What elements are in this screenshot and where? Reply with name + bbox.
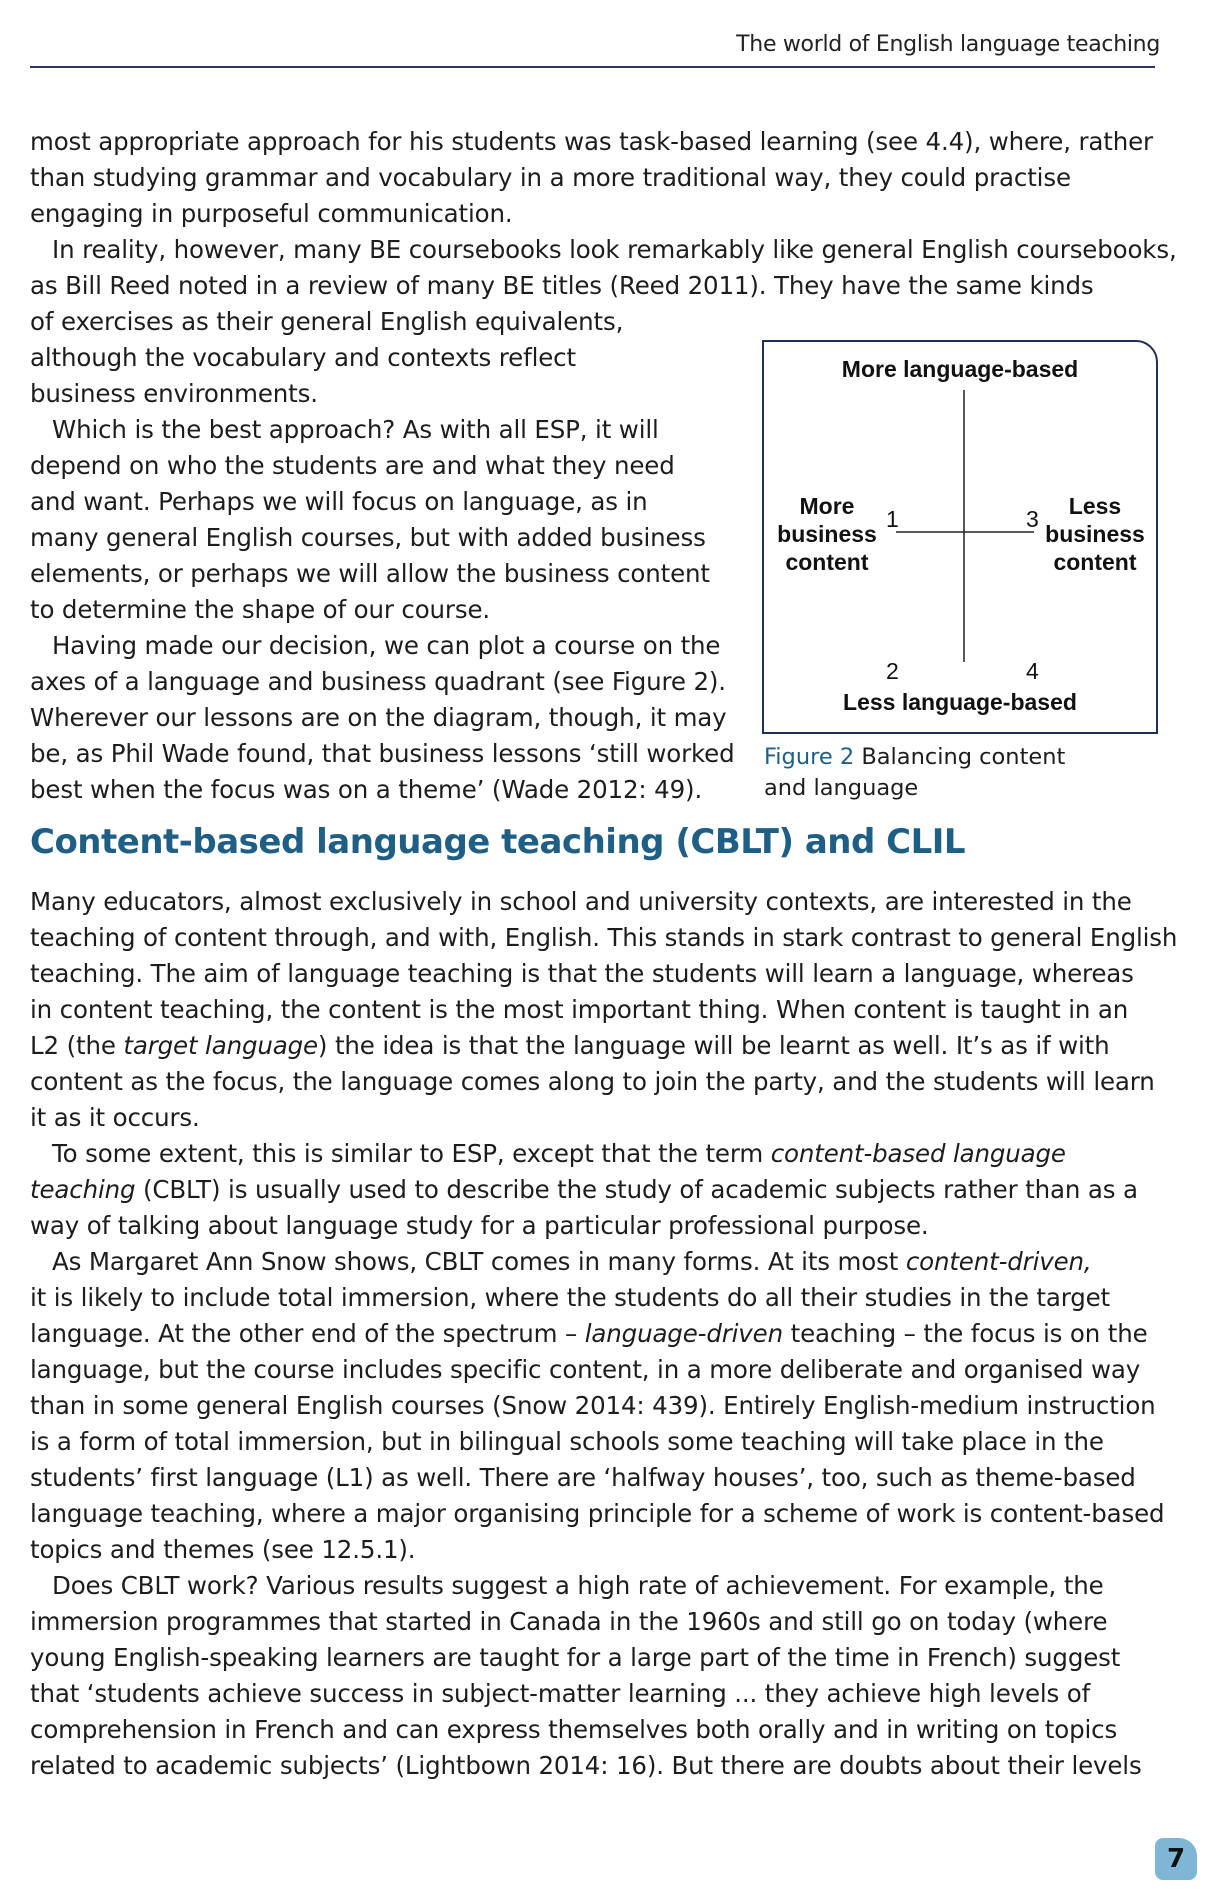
italic-term: content-based language	[770, 1139, 1066, 1168]
line: Which is the best approach? As with all ESP, it will	[52, 415, 659, 444]
italic-term: target language	[123, 1031, 318, 1060]
quadrant-number-4: 4	[1026, 658, 1039, 684]
running-head: The world of English language teaching	[736, 32, 1160, 57]
quadrant-figure	[762, 340, 1158, 734]
line: most appropriate approach for his students was task-based learning (see 4.4), where, rather	[30, 127, 1153, 156]
line: depend on who the students are and what they need	[30, 451, 675, 480]
line: young English-speaking learners are taught for a large part of the time in French) suggest	[30, 1643, 1121, 1672]
right-axis-label	[1040, 492, 1150, 576]
left-axis-label	[772, 492, 882, 576]
line: teaching of content through, and with, English. This stands in stark contrast to general English	[30, 923, 1178, 952]
line: elements, or perhaps we will allow the business content	[30, 559, 710, 588]
line: topics and themes (see 12.5.1).	[30, 1535, 416, 1564]
line: axes of a language and business quadrant (see Figure 2).	[30, 667, 726, 696]
section-heading: Content-based language teaching (CBLT) and CLIL	[30, 822, 966, 862]
line: Does CBLT work? Various results suggest a high rate of achievement. For example, the	[52, 1571, 1104, 1600]
label-line: Less	[1068, 493, 1122, 519]
paragraph	[30, 1568, 1142, 1784]
line: content as the focus, the language comes along to join the party, and the students will learn	[30, 1067, 1155, 1096]
line-part: language. At the other end of the spectrum –	[30, 1319, 585, 1348]
line: as Bill Reed noted in a review of many BE titles (Reed 2011). They have the same kinds	[30, 271, 1094, 300]
line: language, but the course includes specific content, in a more deliberate and organised way	[30, 1355, 1141, 1384]
line: language teaching, where a major organising principle for a scheme of work is content-based	[30, 1499, 1165, 1528]
line-part: teaching – the focus is on the	[782, 1319, 1148, 1348]
line: although the vocabulary and contexts reflect	[30, 343, 576, 372]
line: business environments.	[30, 379, 318, 408]
line: Wherever our lessons are on the diagram, though, it may	[30, 703, 727, 732]
paragraph	[30, 628, 735, 808]
quadrant-number-2: 2	[886, 658, 899, 684]
line: it as it occurs.	[30, 1103, 200, 1132]
line: engaging in purposeful communication.	[30, 199, 513, 228]
quadrant-number-1: 1	[886, 506, 899, 532]
line: comprehension in French and can express themselves both orally and in writing on topics	[30, 1715, 1118, 1744]
label-line: business	[1045, 521, 1145, 547]
line: than in some general English courses (Snow 2014: 439). Entirely English-medium instruction	[30, 1391, 1156, 1420]
line: way of talking about language study for a particular professional purpose.	[30, 1211, 929, 1240]
caption-text: and language	[764, 775, 919, 801]
line: is a form of total immersion, but in bilingual schools some teaching will take place in the	[30, 1427, 1104, 1456]
paragraph	[30, 884, 1177, 1136]
line: students’ first language (L1) as well. There are ‘halfway houses’, too, such as theme-based	[30, 1463, 1136, 1492]
line: be, as Phil Wade found, that business lessons ‘still worked	[30, 739, 735, 768]
line: many general English courses, but with added business	[30, 523, 706, 552]
line: that ‘students achieve success in subject-matter learning ... they achieve high levels of	[30, 1679, 1091, 1708]
line: best when the focus was on a theme’ (Wade 2012: 49).	[30, 775, 703, 804]
label-line: content	[785, 549, 869, 575]
italic-term: language-driven	[584, 1319, 783, 1348]
top-axis-label: More language-based	[841, 356, 1079, 382]
line: it is likely to include total immersion, where the students do all their studies in the target	[30, 1283, 1111, 1312]
line: In reality, however, many BE coursebooks look remarkably like general English coursebooks,	[52, 235, 1177, 264]
line-part: ) the idea is that the language will be learnt as well. It’s as if with	[317, 1031, 1110, 1060]
figure-caption	[764, 742, 1144, 804]
line: than studying grammar and vocabulary in a more traditional way, they could practise	[30, 163, 1071, 192]
caption-number: Figure 2	[764, 744, 855, 770]
bottom-axis-label: Less language-based	[843, 689, 1077, 715]
line-part: As Margaret Ann Snow shows, CBLT comes in many forms. At its most	[52, 1247, 906, 1276]
label-line: More	[799, 493, 855, 519]
label-line: business	[777, 521, 877, 547]
label-line: content	[1053, 549, 1137, 575]
line: in content teaching, the content is the most important thing. When content is taught in an	[30, 995, 1129, 1024]
line-part: To some extent, this is similar to ESP, except that the term	[52, 1139, 771, 1168]
italic-term: teaching	[30, 1175, 136, 1204]
page-number: 7	[1155, 1838, 1197, 1880]
italic-term: content-driven,	[905, 1247, 1092, 1276]
line: Having made our decision, we can plot a course on the	[52, 631, 721, 660]
line-part: L2 (the	[30, 1031, 124, 1060]
caption-text: Balancing content	[861, 744, 1066, 770]
paragraph	[30, 1136, 1138, 1244]
line: related to academic subjects’ (Lightbown 2014: 16). But there are doubts about their levels	[30, 1751, 1142, 1780]
line: immersion programmes that started in Canada in the 1960s and still go on today (where	[30, 1607, 1108, 1636]
line: Many educators, almost exclusively in school and university contexts, are interested in the	[30, 887, 1132, 916]
line: of exercises as their general English equivalents,	[30, 307, 624, 336]
header-rule	[30, 66, 1155, 68]
paragraph	[30, 1244, 1164, 1568]
line: teaching. The aim of language teaching is that the students will learn a language, whereas	[30, 959, 1134, 988]
paragraph	[30, 124, 1153, 232]
paragraph	[30, 412, 710, 628]
line: to determine the shape of our course.	[30, 595, 491, 624]
line: and want. Perhaps we will focus on language, as in	[30, 487, 648, 516]
quadrant-number-3: 3	[1026, 506, 1039, 532]
line-part: (CBLT) is usually used to describe the study of academic subjects rather than as a	[135, 1175, 1138, 1204]
